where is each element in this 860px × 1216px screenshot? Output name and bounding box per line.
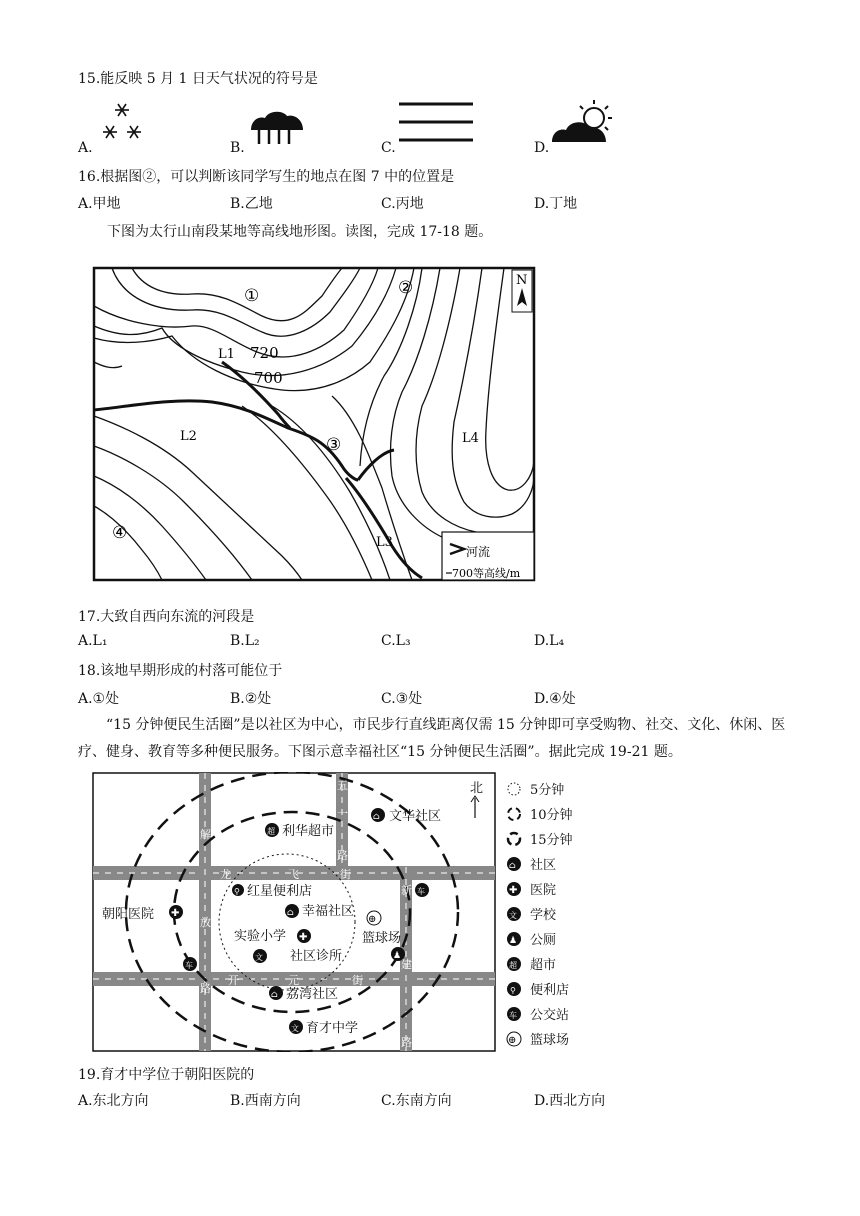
- topo-legend: [442, 532, 534, 580]
- svg-text:车: 车: [509, 1011, 517, 1020]
- road-kaiyuan-2: 元: [288, 974, 299, 987]
- legend-court: 篮球场: [530, 1033, 570, 1048]
- bus-stop-2: [415, 883, 429, 897]
- topo-marker-3: ③: [326, 435, 342, 455]
- q16-option-d: D.丁地: [534, 196, 578, 212]
- place-toilet: [391, 947, 405, 961]
- svg-text:育才中学: 育才中学: [306, 1021, 359, 1036]
- q17-option-c: C.L₃: [381, 633, 411, 649]
- road-longfei-2: 飞: [288, 868, 299, 881]
- topo-marker-2: ②: [398, 278, 414, 298]
- legend-store: 便利店: [530, 983, 570, 998]
- snow-icon: [94, 98, 150, 148]
- svg-text:⌂: ⌂: [287, 908, 294, 918]
- road-longfei-1: 龙: [220, 868, 231, 881]
- svg-text:车: 车: [417, 887, 425, 896]
- bus-stop-1: [183, 957, 197, 971]
- road-wuyi-2: 一: [337, 807, 348, 820]
- q15-option-c: C.: [381, 140, 396, 156]
- legend-market: 超市: [530, 958, 557, 973]
- svg-text:篮球场: 篮球场: [362, 931, 402, 946]
- q17-option-b: B.L₂: [230, 633, 260, 649]
- legend-bus: 公交站: [530, 1008, 570, 1023]
- topographic-map: [92, 266, 536, 582]
- svg-text:⊕: ⊕: [368, 914, 377, 925]
- road-wuyi-1: 五: [337, 779, 348, 792]
- legend-community: 社区: [530, 858, 557, 873]
- q17-stem: 17.大致自西向东流的河段是: [78, 609, 255, 625]
- contour-label-720: 720: [250, 344, 279, 362]
- q18-option-b: B.②处: [230, 691, 272, 707]
- svg-text:⌂: ⌂: [271, 990, 278, 1000]
- svg-text:文: 文: [255, 953, 263, 962]
- road-kaiyuan-3: 街: [352, 974, 363, 987]
- road-xinjian-1: 新: [401, 884, 412, 897]
- svg-text:♟: ♟: [393, 951, 402, 961]
- legend-15min: 15分钟: [530, 833, 573, 848]
- q19-option-d: D.西北方向: [534, 1093, 606, 1109]
- svg-text:实验小学: 实验小学: [234, 929, 287, 944]
- reach-label-l1: L1: [218, 347, 235, 362]
- legend-10min: 10分钟: [530, 808, 573, 823]
- place-shiyan: [234, 929, 311, 944]
- legend-contour-value: 700: [452, 567, 473, 580]
- q16-option-c: C.丙地: [381, 196, 424, 212]
- legend-river: 河流: [466, 545, 491, 559]
- q18-option-d: D.④处: [534, 691, 576, 707]
- q19-option-b: B.西南方向: [230, 1093, 301, 1109]
- place-xingfu: [285, 903, 354, 919]
- legend-hospital: 医院: [530, 883, 557, 898]
- svg-text:车: 车: [185, 961, 193, 970]
- road-jiefang-2: 放: [200, 916, 211, 929]
- svg-text:超: 超: [509, 961, 517, 970]
- q16-option-a: A.甲地: [78, 196, 121, 212]
- rain-cloud-icon: [247, 108, 309, 148]
- q17-option-d: D.L₄: [534, 633, 565, 649]
- legend-school: 学校: [530, 908, 557, 923]
- q19-option-c: C.东南方向: [381, 1093, 452, 1109]
- q15-option-b: B.: [230, 140, 245, 156]
- svg-text:北: 北: [470, 781, 484, 796]
- q17-option-a: A.L₁: [78, 633, 108, 649]
- q19-stem: 19.育才中学位于朝阳医院的: [78, 1067, 255, 1083]
- svg-text:⚲: ⚲: [234, 887, 240, 896]
- svg-text:利华超市: 利华超市: [282, 824, 335, 839]
- q18-stem: 18.该地早期形成的村落可能位于: [78, 663, 283, 679]
- intro-19-21: “15 分钟便民生活圈”是以社区为中心，市民步行直线距离仅需 15 分钟即可享受购物、社交、文化、休闲、医疗、健身、教育等多种便民服务。下图示意幸福社区“15 分钟便民生活圈”。据此完成 19-21 题。: [78, 717, 786, 760]
- svg-text:⚲: ⚲: [510, 986, 516, 995]
- q16-option-b: B.乙地: [230, 196, 273, 212]
- q15-option-a: A.: [78, 140, 93, 156]
- svg-text:文华社区: 文华社区: [389, 809, 442, 824]
- reach-label-l4: L4: [462, 431, 479, 446]
- q16-stem: 16.根据图②，可以判断该同学写生的地点在图 7 中的位置是: [78, 169, 455, 185]
- road-jiefang-1: 解: [200, 828, 211, 841]
- q15-stem: 15.能反映 5 月 1 日天气状况的符号是: [78, 71, 318, 87]
- reach-label-l2: L2: [180, 429, 197, 444]
- svg-text:♟: ♟: [509, 936, 518, 946]
- svg-text:红星便利店: 红星便利店: [247, 884, 313, 899]
- svg-text:荔湾社区: 荔湾社区: [286, 987, 339, 1002]
- svg-text:✚: ✚: [171, 908, 180, 919]
- q18-option-a: A.①处: [78, 691, 120, 707]
- community-map: [92, 772, 496, 1052]
- q19-option-a: A.东北方向: [78, 1093, 149, 1109]
- svg-text:朝阳医院: 朝阳医院: [102, 907, 155, 922]
- sunny-cloud-icon: [550, 98, 616, 146]
- north-label: N: [516, 273, 528, 288]
- svg-text:社区诊所: 社区诊所: [290, 949, 343, 964]
- svg-text:⌂: ⌂: [373, 812, 380, 822]
- road-jiefang-3: 路: [200, 982, 211, 995]
- svg-text:✚: ✚: [509, 885, 518, 896]
- road-xinjian-3: 路: [401, 1036, 412, 1049]
- topo-marker-4: ④: [112, 523, 128, 543]
- contour-label-700: 700: [254, 369, 283, 387]
- road-wuyi-3: 路: [337, 849, 348, 862]
- road-kaiyuan-1: 开: [228, 974, 239, 987]
- q15-option-d: D.: [534, 140, 550, 156]
- svg-text:文: 文: [291, 1024, 299, 1033]
- svg-text:超: 超: [267, 827, 275, 836]
- svg-text:⌂: ⌂: [509, 861, 516, 871]
- reach-label-l3: L3: [376, 535, 393, 550]
- legend-contour: 等高线/m: [473, 567, 521, 580]
- legend-toilet: 公厕: [530, 933, 557, 948]
- intro-17-18: 下图为太行山南段某地等高线地形图。读图，完成 17-18 题。: [107, 224, 493, 240]
- fog-icon: [399, 100, 475, 146]
- topo-marker-1: ①: [244, 286, 260, 306]
- svg-text:幸福社区: 幸福社区: [302, 904, 355, 919]
- svg-text:✚: ✚: [299, 932, 308, 943]
- community-legend: [502, 776, 622, 1052]
- legend-5min: 5分钟: [530, 783, 565, 798]
- svg-text:文: 文: [509, 911, 517, 920]
- north-arrow: [512, 270, 532, 312]
- q18-option-c: C.③处: [381, 691, 423, 707]
- road-longfei-3: 街: [340, 868, 351, 881]
- svg-text:⊕: ⊕: [508, 1035, 517, 1046]
- road-xinjian-2: 建: [401, 958, 412, 971]
